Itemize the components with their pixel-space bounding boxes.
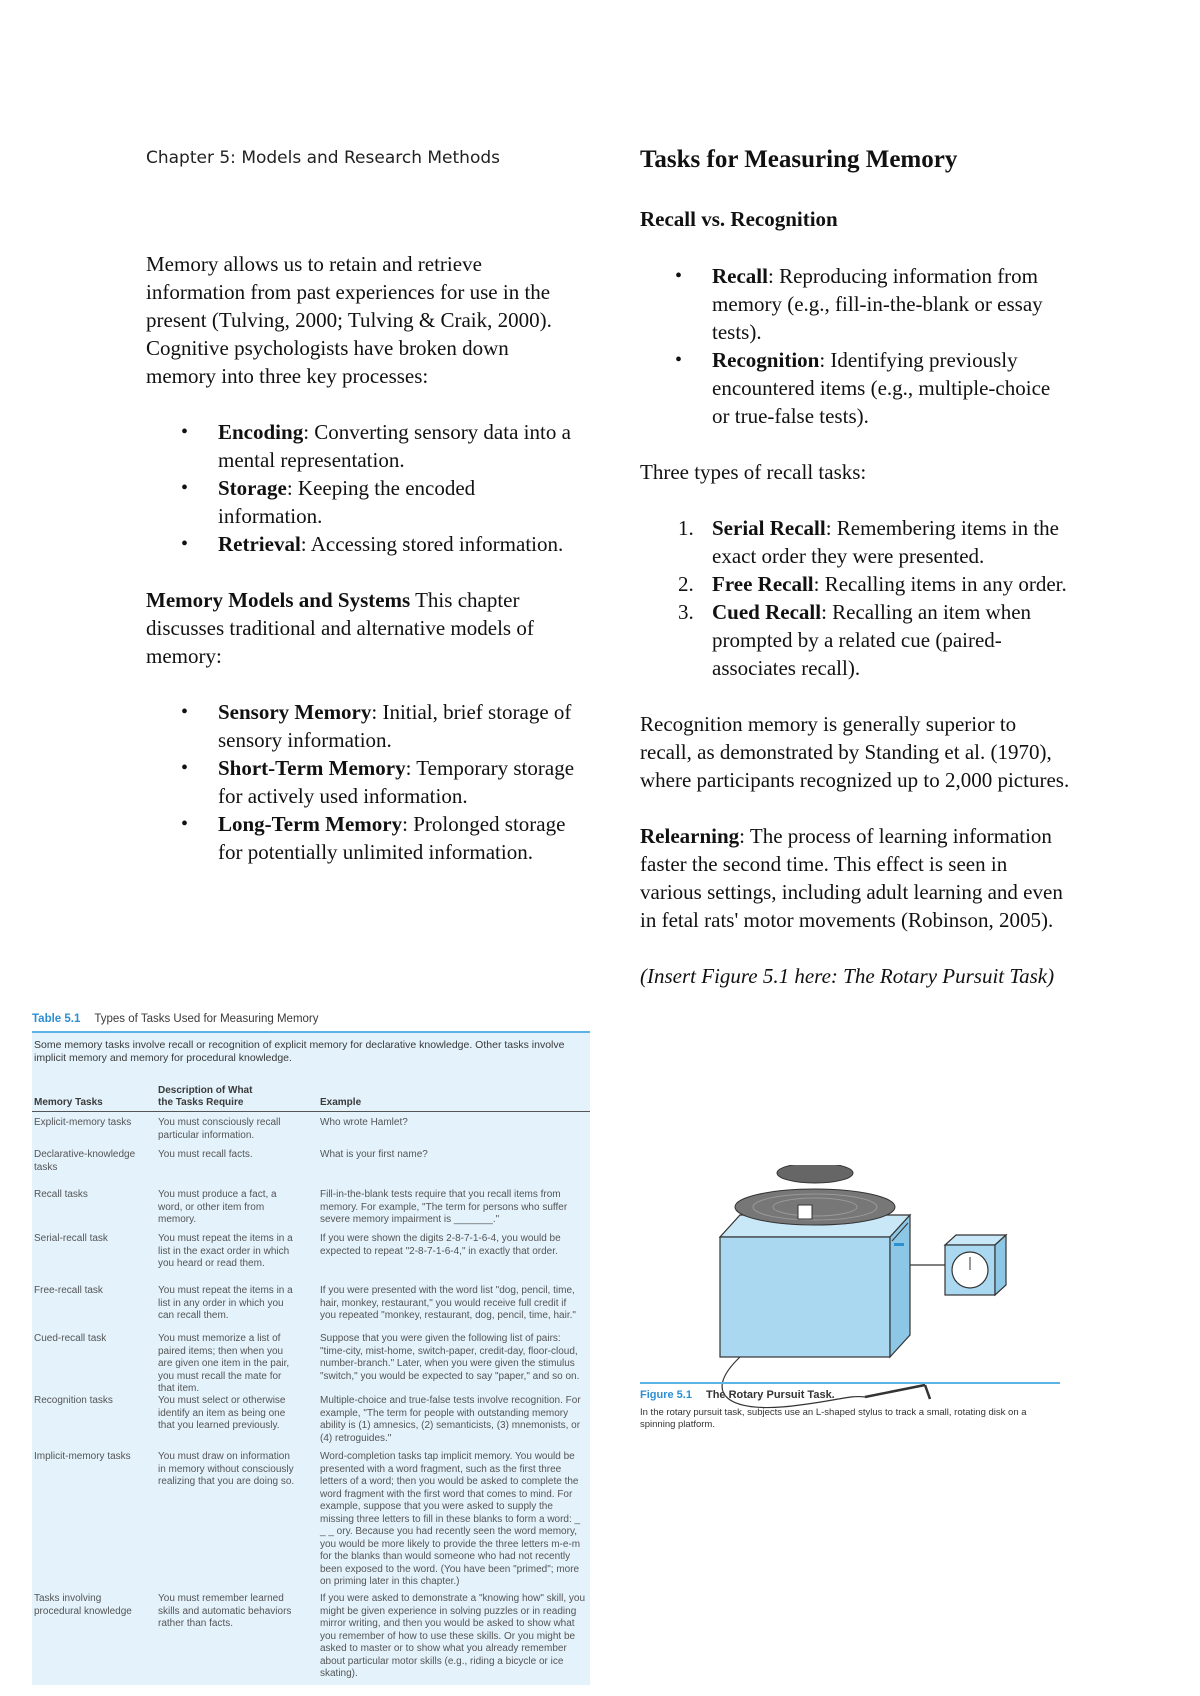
relearning-term: Relearning [640,824,740,848]
table-5-1 [32,1013,590,1683]
list-item: • Recall: Reproducing information from memory (e.g., fill-in-the-blank or essay tests). [640,262,1070,346]
figure-title: The Rotary Pursuit Task. [705,1388,835,1401]
list-item: 3. Cued Recall: Recalling an item when prompted by a related cue (paired-associates recall). [678,600,1032,680]
table-caption [32,1013,319,1025]
models-heading: Memory Models and Systems [146,588,411,612]
list-item: 1. Serial Recall: Remembering items in the exact order they were presented. [678,516,1060,568]
column-header: Memory Tasks [34,1097,103,1108]
intro-paragraph: Memory allows us to retain and retrieve information from past experiences for use in the present (Tulving, 2000; Tulving & Craik, 2000). Cognitive psychologists have broken down memory into three key processes: [146,252,552,388]
table-header [32,1081,590,1112]
figure-caption [640,1382,1070,1431]
intro-section [146,250,576,866]
three-types-intro: Three types of recall tasks: [640,460,867,484]
section-title: Tasks for Measuring Memory [640,146,958,173]
chapter-header: Chapter 5: Models and Research Methods [146,148,501,168]
section-subtitle: Recall vs. Recognition [640,207,838,231]
recall-recognition-list [640,262,1070,430]
recall-tasks-list [640,514,1070,682]
list-item: • Short-Term Memory: Temporary storage for actively used information. [146,754,576,810]
list-item: 2. Free Recall: Recalling items in any order. [678,572,1067,596]
column-header: Example [320,1097,362,1108]
list-item: • Storage: Keeping the encoded information. [146,474,576,530]
right-body [640,262,1070,990]
figure-number: Figure 5.1 [640,1388,692,1401]
list-item: • Sensory Memory: Initial, brief storage of sensory information. [146,698,576,754]
figure-description: In the rotary pursuit task, subjects use an L-shaped stylus to track a small, rotating disk on a spinning platform. [640,1406,1027,1430]
table-note: Some memory tasks involve recall or recognition of explicit memory for declarative knowledge. Other tasks involve implicit memory and memory for procedural knowledge. [34,1039,565,1064]
list-item: • Retrieval: Accessing stored information. [146,530,576,558]
relearning-paragraph: Relearning: The process of learning information faster the second time. This effect is seen in various settings, including adult learning and even in fetal rats' motor movements (Robinson, 2005). [640,824,1063,932]
process-list [146,418,576,558]
models-paragraph: Memory Models and Systems This chapter discusses traditional and alternative models of memory: [146,588,534,668]
figure-placeholder: (Insert Figure 5.1 here: The Rotary Pursuit Task) [640,964,1055,988]
list-item: • Recognition: Identifying previously encountered items (e.g., multiple-choice or true-false tests). [640,346,1070,430]
systems-list [146,698,576,866]
caption-rule [640,1382,1060,1384]
table-title: Types of Tasks Used for Measuring Memory [94,1013,319,1025]
table-body: Some memory tasks involve recall or recognition of explicit memory for declarative knowledge. Other tasks involve implicit memory and memory for procedural knowledge. Memory Tasks Description of What the Tasks Require Example Explicit-memory tasks You must consciously recall particular information. Who wrote Hamlet? Declarative-knowledge tasks You must recall facts. What is your first name? Recall tasks You must produce a fact, a word, or other item from memory. Fill-in-the-blank tests require that you recall items from memory. For example, "The term for persons who suffer severe memory impairment is _______." Serial-recall task You must repeat the items in a list in the exact order in which you heard or read them. If you were shown the digits 2-8-7-1-6-4, you would be expected to repeat "2-8-7-1-6-4," in exactly that order. Free-recall task You must repeat the items in a list in any order in which you can recall them. If you were presented with the word list "dog, pencil, time, hair, monkey, restaurant," you would receive full credit if you repeated "monkey, restaurant, dog, pencil, time, hair." Cued-recall task You must memorize a list of paired items; then when you are given one item in the pair, you must recall the mate for that item. Suppose that you were given the following list of pairs: "time-city, mist-home, switch-paper, credit-day, floor-cloud, number-branch." Later, when you were given the stimulus "switch," you would be expected to say "paper," and so on. Recognition tasks You must select or otherwise identify an item as being one that you learned previously. Multiple-choice and true-false tests involve recognition. For example, "The term for people with outstanding memory ability is (1) amnesics, (2) semanticists, (3) mnemonists, or (4) retroguides." Implicit-memory tasks You must draw on information in memory without consciously realizing that you are doing so. Word-completion tasks tap implicit memory. You would be presented with a word fragment, such as the first three letters of a word; then you would be asked to complete the word fragment with the first word that comes to mind. For example, suppose that you were asked to supply the missing three letters to fill in these blanks to form a word: _ _ _ ory. Because you had recently seen the word memory, you would be more likely to provide the three letters m-e-m for the blanks than would someone who had not recently been exposed to the word. (You have been "primed"; more on priming later in this chapter.) Tasks involving procedural knowledge You must remember learned skills and automatic behaviors rather than facts. If you were asked to demonstrate a "knowing how" skill, you might be given experience in solving puzzles or in reading mirror writing, and then you would be asked to show what you remember of how to use these skills. Or you might be asked to master or to show what you already remember about particular motor skills (e.g., riding a bicycle or ice skating). [32,1031,590,1685]
list-item: • Long-Term Memory: Prolonged storage for potentially unlimited information. [146,810,576,866]
column-header: Description of What the Tasks Require [158,1085,253,1108]
recognition-paragraph: Recognition memory is generally superior to recall, as demonstrated by Standing et al. (1970), where participants recognized up to 2,000 pictures. [640,712,1070,792]
list-item: • Encoding: Converting sensory data into a mental representation. [146,418,576,474]
table-number: Table 5.1 [32,1013,81,1025]
